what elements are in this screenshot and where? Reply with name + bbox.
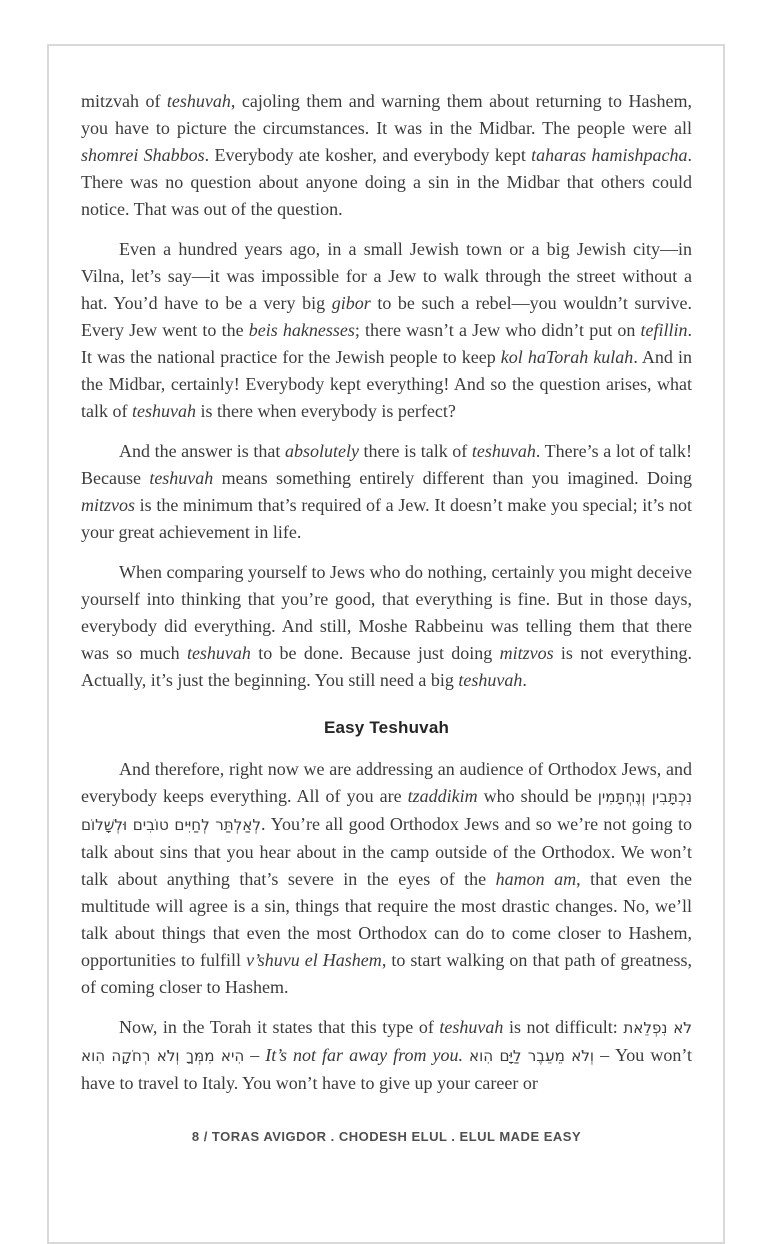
text-run: , cajoling them and warning them about returning to Hashem, you have to picture the circumstances. It was in the Midbar. The people were all xyxy=(81,91,693,138)
text-run: . And in the Midbar, certainly! Everybody kept everything! And so the question arises, what talk of xyxy=(81,347,692,421)
text-run: ; there wasn’t a Jew who didn’t put on xyxy=(354,320,641,340)
text-run: . Everybody ate kosher, and everybody kept xyxy=(204,145,532,165)
text-run: – You won’t have to travel to Italy. You won’t have to give up your career or xyxy=(81,1045,693,1093)
page-footer: 8 / TORAS AVIGDOR . CHODESH ELUL . ELUL MADE EASY xyxy=(191,1129,582,1144)
text-run: mitzvah of xyxy=(81,91,167,111)
italic-text-run: gibor xyxy=(331,293,371,313)
italic-text-run: beis haknesses xyxy=(248,320,355,340)
text-run: . There’s a lot of talk! Because xyxy=(81,441,692,488)
text-run: Now, in the Torah it states that this type of xyxy=(119,1017,440,1037)
hebrew-text-run: נִכְתָּבִין וְנֶחְתָּמִין לְאַלְתַּר לְחַיִּים טוֹבִים וּלְשָׁלוֹם xyxy=(81,788,693,834)
text-column xyxy=(49,46,723,1150)
text-run: Even a hundred years ago, in a small Jewish town or a big Jewish city—in Vilna, let’s say—it was impossible for a Jew to walk through the street without a hat. You’d have to be a very big xyxy=(81,239,692,313)
paragraph xyxy=(81,236,692,425)
text-run: – xyxy=(244,1045,266,1065)
text-run: . There was no question about anyone doing a sin in the Midbar that others could notice. That was out of the question. xyxy=(81,145,692,219)
text-run: And therefore, right now we are addressing an audience of Orthodox Jews, and everybody keeps everything. All of you are xyxy=(81,759,692,806)
text-run: When comparing yourself to Jews who do nothing, certainly you might deceive yourself into thinking that you’re good, that everything is fine. But in those days, everybody did everything. And still, Moshe Rabbeinu was telling them that there was so much xyxy=(81,562,692,663)
italic-text-run: teshuvah xyxy=(439,1017,504,1037)
hebrew-text-run: לֹא נִפְלֵאת הִיא מִמְּךָ וְלֹא רְחֹקָה הִוא xyxy=(81,1019,692,1065)
text-run: is not difficult: xyxy=(503,1017,624,1037)
italic-text-run: teshuvah xyxy=(132,401,196,421)
italic-text-run: kol haTorah kulah xyxy=(500,347,634,367)
italic-text-run: taharas hamishpacha xyxy=(531,145,688,165)
italic-text-run: mitzvos xyxy=(499,643,554,663)
paragraph xyxy=(81,1014,692,1097)
italic-text-run: It’s not far away from you. xyxy=(265,1045,463,1065)
text-run: is there when everybody is perfect? xyxy=(195,401,456,421)
text-run: . xyxy=(522,670,527,690)
text-run: And the answer is that xyxy=(119,441,285,461)
italic-text-run: teshuvah xyxy=(471,441,536,461)
section-heading: Easy Teshuvah xyxy=(323,718,450,737)
text-run: means something entirely different than you imagined. Doing xyxy=(213,468,693,488)
italic-text-run: absolutely xyxy=(284,441,359,461)
text-run: . It was the national practice for the Jewish people to keep xyxy=(81,320,693,367)
italic-text-run: teshuvah xyxy=(149,468,214,488)
paragraph xyxy=(81,438,692,546)
italic-text-run: teshuvah xyxy=(186,643,251,663)
text-run: who should be xyxy=(477,786,598,806)
text-run: , that even the multitude will agree is a sin, things that require the most drastic changes. No, we’ll talk about things that even the most Orthodox can do to come closer to Hashem, opportunities to fulfill xyxy=(81,869,693,970)
document-page xyxy=(47,44,725,1244)
italic-text-run: teshuvah xyxy=(166,91,231,111)
hebrew-text-run: וְלֹא מֵעֵבֶר לַיָּם הִוא xyxy=(469,1047,595,1065)
text-run: , to start walking on that path of greatness, of coming closer to Hashem. xyxy=(81,950,693,997)
text-run: is the minimum that’s required of a Jew. It doesn’t make you special; it’s not your great achievement in life. xyxy=(81,495,692,542)
text-run: to be such a rebel—you wouldn’t survive. Every Jew went to the xyxy=(81,293,692,340)
text-run: . You’re all good Orthodox Jews and so we’re not going to talk about sins that you hear about in the camp outside of the Orthodox. We won’t talk about anything that’s severe in the eyes of the xyxy=(81,814,692,889)
italic-text-run: shomrei Shabbos xyxy=(81,145,205,165)
italic-text-run: hamon am xyxy=(495,869,577,889)
text-run: is not everything. Actually, it’s just the beginning. You still need a big xyxy=(81,643,692,690)
italic-text-run: v’shuvu el Hashem xyxy=(246,950,382,970)
italic-text-run: tefillin xyxy=(640,320,688,340)
italic-text-run: mitzvos xyxy=(81,495,135,515)
paragraph xyxy=(81,559,692,694)
paragraph xyxy=(81,756,692,1001)
italic-text-run: tzaddikim xyxy=(407,786,478,806)
text-run: there is talk of xyxy=(358,441,472,461)
italic-text-run: teshuvah xyxy=(458,670,523,690)
paragraph xyxy=(81,88,692,223)
text-run: to be done. Because just doing xyxy=(250,643,500,663)
